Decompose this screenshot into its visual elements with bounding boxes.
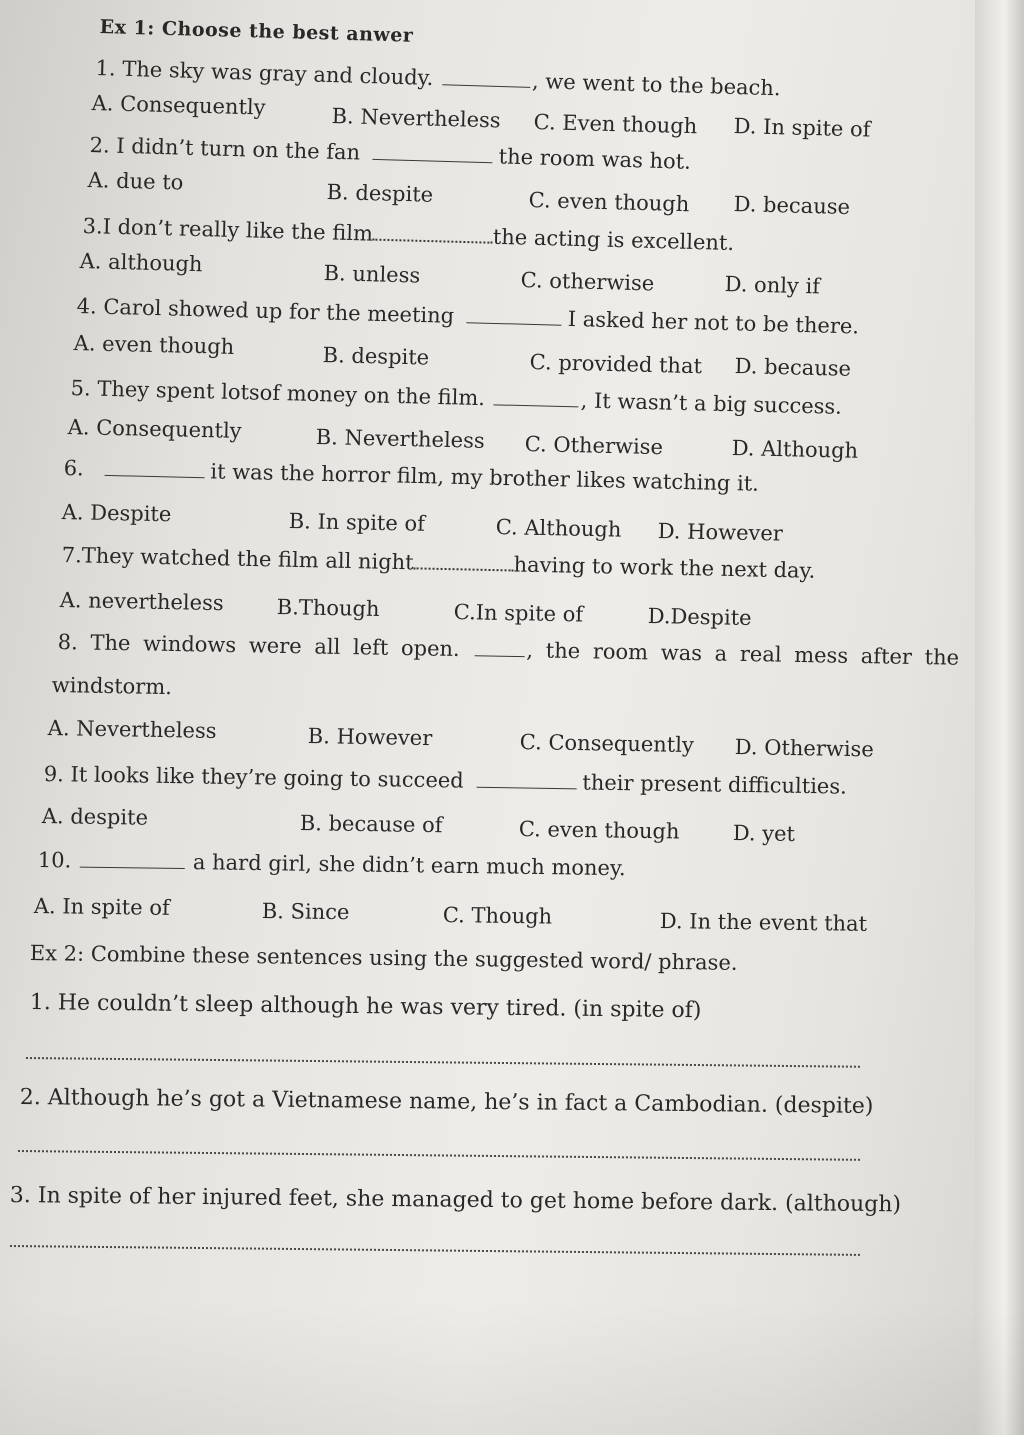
- question-7-blank: [413, 567, 513, 571]
- paper-fold-edge: [975, 0, 1024, 1435]
- question-9-tail: their present difficulties.: [582, 770, 847, 799]
- question-8-tail: , the room was a real mess after the: [526, 638, 960, 670]
- question-4-blank: [467, 321, 562, 325]
- q7-option-a: A. nevertheless: [59, 588, 224, 616]
- q7-option-d: D.Despite: [647, 604, 752, 630]
- question-5-tail: , It wasn’t a big success.: [580, 388, 843, 419]
- question-2-stem: 2. I didn’t turn on the fan: [89, 133, 361, 165]
- q1-option-d: D. In spite of: [733, 114, 871, 142]
- q1-option-a: A. Consequently: [91, 91, 266, 120]
- q9-option-b: B. because of: [299, 811, 443, 838]
- ex2-item-1: 1. He couldn’t sleep although he was very tired. (in spite of): [29, 990, 702, 1024]
- question-6-tail: it was the horror film, my brother likes watching it.: [210, 459, 760, 496]
- ex2-title: Ex 2: Combine these sentences using the suggested word/ phrase.: [29, 941, 738, 975]
- question-6-stem: 6.: [63, 456, 85, 481]
- q2-option-a: A. due to: [87, 168, 184, 195]
- q8-option-b: B. However: [307, 724, 433, 751]
- q1-option-b: B. Nevertheless: [331, 104, 501, 133]
- paper-shadow: [0, 1300, 1024, 1435]
- q4-option-a: A. even though: [73, 331, 235, 359]
- q4-option-b: B. despite: [322, 343, 430, 370]
- q3-option-b: B. unless: [323, 261, 421, 288]
- q5-option-a: A. Consequently: [67, 415, 242, 443]
- q4-option-c: C. provided that: [529, 350, 703, 379]
- question-7-tail: having to work the next day.: [513, 552, 816, 583]
- q2-option-b: B. despite: [326, 180, 434, 207]
- q7-option-c: C.In spite of: [453, 600, 584, 627]
- question-8-continued: windstorm.: [51, 673, 173, 700]
- q8-option-c: C. Consequently: [519, 730, 695, 758]
- q3-option-d: D. only if: [724, 272, 821, 299]
- q8-option-d: D. Otherwise: [734, 735, 874, 762]
- q5-option-b: B. Nevertheless: [315, 425, 485, 453]
- q4-option-d: D. because: [734, 354, 852, 381]
- question-10-blank: [80, 866, 185, 869]
- q1-option-c: C. Even though: [533, 110, 698, 139]
- question-10-tail: a hard girl, she didn’t earn much money.: [192, 850, 626, 881]
- question-5-blank: [494, 403, 579, 407]
- q6-option-c: C. Although: [495, 515, 622, 542]
- q6-option-a: A. Despite: [61, 500, 172, 527]
- ex2-item-3: 3. In spite of her injured feet, she managed to get home before dark. (although): [9, 1183, 902, 1218]
- q6-option-b: B. In spite of: [288, 509, 426, 536]
- question-6-blank: [104, 474, 204, 478]
- ex2-item-2: 2. Although he’s got a Vietnamese name, he’s in fact a Cambodian. (despite): [19, 1085, 874, 1119]
- question-4-stem: 4. Carol showed up for the meeting: [76, 294, 455, 328]
- question-5-stem: 5. They spent lotsof money on the film.: [70, 376, 486, 411]
- q10-option-a: A. In spite of: [33, 894, 170, 920]
- question-3-blank: [373, 239, 493, 244]
- question-4-tail: I asked her not to be there.: [567, 306, 860, 339]
- q3-option-c: C. otherwise: [520, 268, 655, 296]
- question-9-blank: [476, 786, 576, 790]
- question-10-stem: 10.: [37, 848, 72, 873]
- question-8-blank: [474, 654, 524, 657]
- ex1-title: Ex 1: Choose the best anwer: [99, 16, 414, 47]
- question-1-stem: 1. The sky was gray and cloudy.: [95, 56, 434, 91]
- q10-option-c: C. Though: [442, 903, 553, 929]
- question-7-stem: 7.They watched the film all night: [61, 543, 414, 575]
- q8-option-a: A. Nevertheless: [47, 716, 217, 743]
- q6-option-d: D. However: [657, 519, 784, 546]
- question-8-stem: 8. The windows were all left open.: [57, 630, 460, 662]
- q9-option-d: D. yet: [732, 821, 796, 846]
- question-9-stem: 9. It looks like they’re going to succeed: [43, 762, 464, 793]
- q2-option-c: C. even though: [528, 188, 690, 217]
- question-3-tail: the acting is excellent.: [492, 224, 735, 256]
- q5-option-d: D. Although: [731, 436, 859, 463]
- question-1-tail: , we went to the beach.: [531, 68, 781, 101]
- q3-option-a: A. although: [79, 249, 203, 277]
- q2-option-d: D. because: [733, 192, 851, 220]
- q10-option-b: B. Since: [261, 899, 350, 925]
- question-3-stem: 3.I don’t really like the film: [82, 214, 374, 246]
- q9-option-a: A. despite: [41, 804, 149, 830]
- q5-option-c: C. Otherwise: [524, 432, 664, 460]
- question-1-blank: [442, 83, 530, 88]
- question-2-tail: the room was hot.: [498, 144, 692, 174]
- q10-option-d: D. In the event that: [659, 909, 868, 936]
- q9-option-c: C. even though: [518, 817, 680, 844]
- question-2-blank: [373, 158, 493, 163]
- q7-option-b: B.Though: [276, 595, 380, 621]
